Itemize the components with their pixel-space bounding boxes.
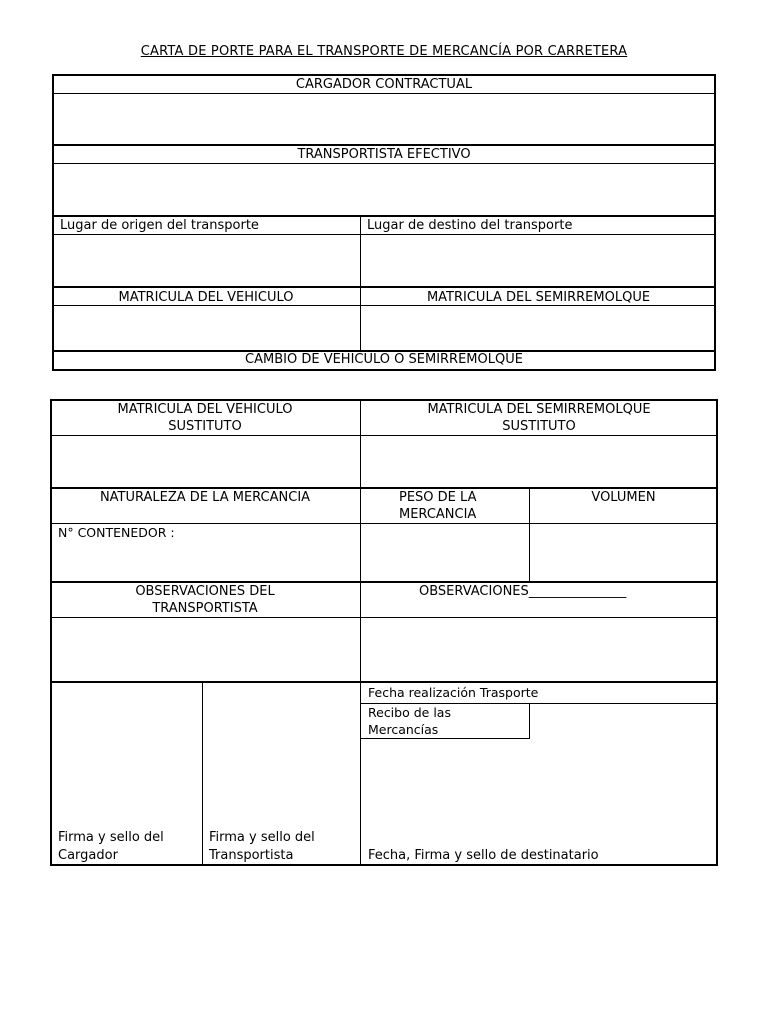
matricula-semirremolque-field[interactable]	[362, 307, 714, 350]
vehiculo-sustituto-heading-line2: SUSTITUTO	[168, 419, 242, 434]
peso-mercancia-field[interactable]	[362, 525, 529, 581]
matricula-vehiculo-heading: MATRICULA DEL VEHICULO	[118, 290, 294, 305]
observaciones-field[interactable]	[362, 619, 716, 681]
observaciones-heading: OBSERVACIONES_______________	[419, 584, 627, 599]
naturaleza-mercancia-heading: NATURALEZA DE LA MERCANCIA	[99, 490, 311, 505]
semirremolque-sustituto-heading-line1: MATRICULA DEL SEMIRREMOLQUE	[427, 402, 651, 417]
volumen-heading: VOLUMEN	[591, 490, 656, 505]
vehiculo-sustituto-field[interactable]	[52, 437, 360, 487]
transportista-efectivo-heading: TRANSPORTISTA EFECTIVO	[297, 147, 471, 162]
document-title: CARTA DE PORTE PARA EL TRANSPORTE DE MERCANCÍA POR CARRETERA	[140, 44, 628, 59]
cargador-contractual-field[interactable]	[54, 95, 714, 144]
vehiculo-sustituto-heading-line1: MATRICULA DEL VEHICULO	[117, 402, 293, 417]
semirremolque-sustituto-field[interactable]	[362, 437, 716, 487]
transportista-efectivo-field[interactable]	[54, 165, 714, 215]
matricula-vehiculo-field[interactable]	[54, 307, 360, 350]
firma-transportista-label-line1: Firma y sello del	[209, 830, 315, 845]
fecha-realizacion-label: Fecha realización Trasporte	[368, 685, 539, 700]
semirremolque-sustituto-heading-line2: SUSTITUTO	[502, 419, 576, 434]
firma-destinatario-box[interactable]	[362, 740, 716, 844]
observaciones-transportista-field[interactable]	[52, 619, 360, 681]
cargador-contractual-heading: CARGADOR CONTRACTUAL	[295, 77, 473, 92]
cambio-vehiculo-heading: CAMBIO DE VEHICULO O SEMIRREMOLQUE	[245, 352, 523, 367]
contenedor-label: N° CONTENEDOR :	[58, 525, 175, 540]
firma-cargador-label-line1: Firma y sello del	[58, 830, 164, 845]
lugar-destino-label: Lugar de destino del transporte	[367, 218, 573, 233]
observaciones-transportista-heading-line1: OBSERVACIONES DEL	[135, 584, 275, 599]
firma-destinatario-label: Fecha, Firma y sello de destinatario	[368, 848, 599, 863]
peso-mercancia-heading-line1: PESO DE LA	[399, 490, 477, 505]
contenedor-field[interactable]	[52, 541, 360, 581]
recibo-mercancias-label-line2: Mercancías	[368, 722, 439, 737]
matricula-semirremolque-heading: MATRICULA DEL SEMIRREMOLQUE	[426, 290, 651, 305]
lugar-origen-field[interactable]	[54, 236, 360, 286]
volumen-field[interactable]	[531, 525, 716, 581]
firma-transportista-label-line2: Transportista	[209, 848, 294, 863]
lugar-destino-field[interactable]	[362, 236, 714, 286]
peso-mercancia-heading-line2: MERCANCIA	[399, 507, 477, 522]
lugar-origen-label: Lugar de origen del transporte	[60, 218, 259, 233]
recibo-mercancias-label-line1: Recibo de las	[368, 705, 451, 720]
observaciones-transportista-heading-line2: TRANSPORTISTA	[152, 601, 258, 616]
firma-cargador-label-line2: Cargador	[58, 848, 118, 863]
